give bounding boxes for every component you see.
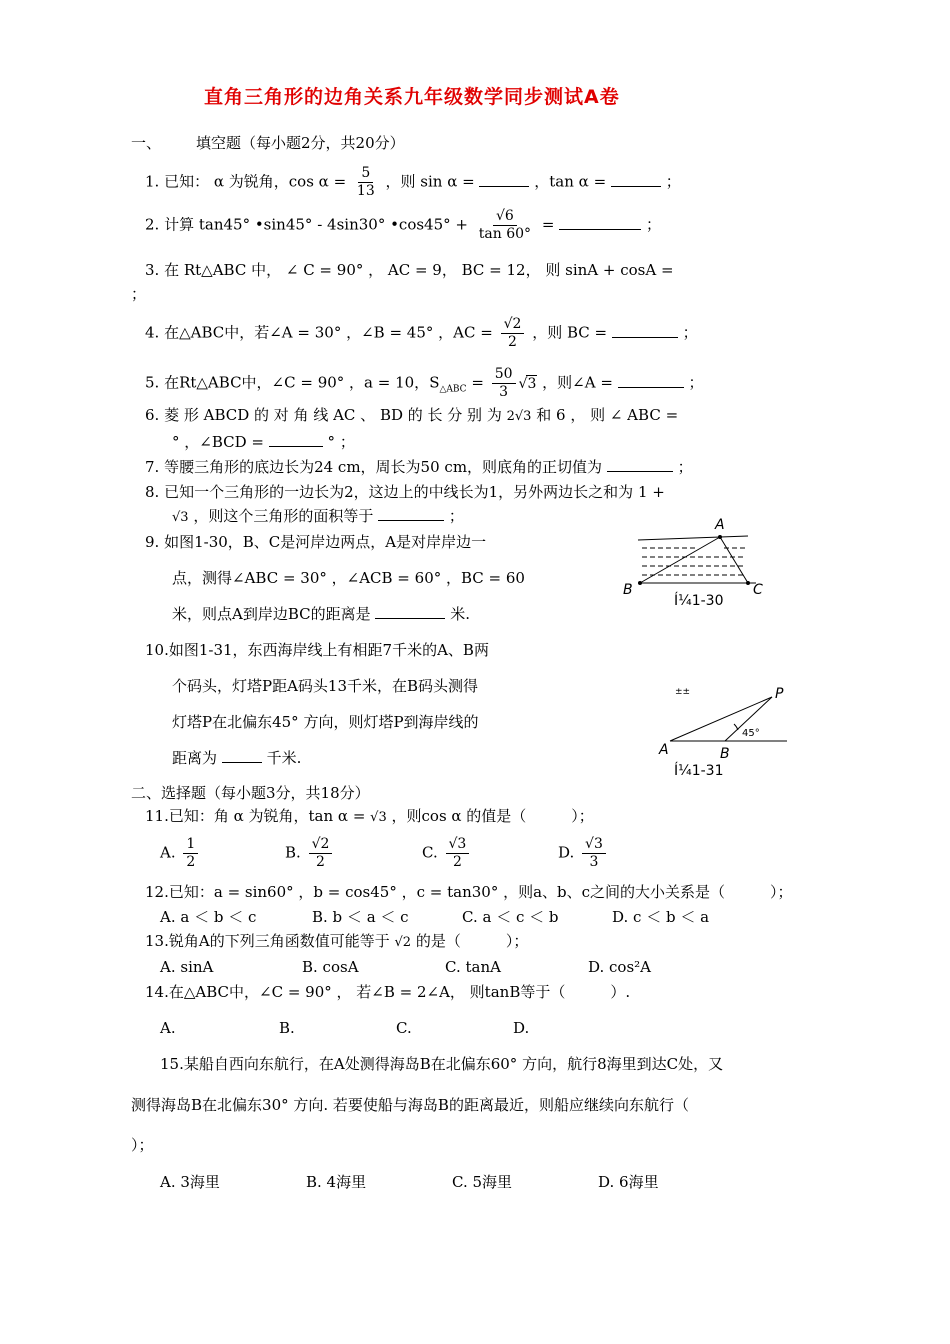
- figure-1-31: [650, 680, 800, 765]
- q9-text-a: 米，则点A到岸边BC的距离是: [172, 605, 371, 623]
- q11-opt-d-fraction: [582, 836, 606, 871]
- q11-option-c[interactable]: [422, 836, 472, 871]
- q12-option-c[interactable]: C. a ＜ c ＜ b: [462, 908, 559, 926]
- question-7: [145, 457, 693, 477]
- question-4: [145, 316, 698, 351]
- q14-option-a[interactable]: A.: [160, 1019, 176, 1037]
- question-11: [145, 806, 594, 828]
- question-15-line1: 15.某船自西向东航行，在A处测得海岛B在北偏东60° 方向，航行8海里到达C处，又: [160, 1055, 724, 1073]
- q14-option-d[interactable]: D.: [513, 1019, 530, 1037]
- q12-option-b[interactable]: B. b ＜ a ＜ c: [312, 908, 409, 926]
- question-14: 14.在△ABC中，∠C = 90° ， 若∠B = 2∠A， 则tanB等于（ ）.: [145, 983, 631, 1001]
- q5-text-d: ；: [688, 373, 704, 392]
- q11-opt-b-den: 2: [316, 854, 325, 870]
- q4-frac-den: 2: [508, 334, 517, 350]
- q13-text-b: 的是（ ）；: [415, 932, 529, 950]
- q10-text-b: 千米.: [266, 749, 302, 767]
- q1-text-b: α 为锐角，cos α =: [213, 172, 347, 191]
- question-8: 8. 已知一个三角形的一边长为2，这边上的中线长为1，另外两边长之和为 1 +: [145, 483, 665, 501]
- q11-option-d[interactable]: [558, 836, 609, 871]
- q10-blank[interactable]: [222, 748, 262, 763]
- q4-text-c: ；: [682, 323, 698, 342]
- q5-text-c: ，则∠A =: [542, 373, 613, 392]
- q2-text-c: ；: [645, 215, 661, 234]
- q15-option-c[interactable]: C. 5海里: [452, 1173, 513, 1191]
- q2-frac-num: √6: [493, 208, 517, 226]
- q11-opt-d-key: D.: [558, 843, 575, 862]
- q6-text-a: 6. 菱 形 ABCD 的 对 角 线 AC 、 BD 的 长 分 别 为: [145, 406, 502, 424]
- q6-blank[interactable]: [269, 432, 323, 447]
- q8-text-b: ，则这个三角形的面积等于: [193, 507, 374, 525]
- q5-frac-num: 50: [492, 366, 516, 384]
- q11-opt-a-key: A.: [160, 843, 176, 862]
- q11-opt-c-key: C.: [422, 843, 438, 862]
- q15-option-a[interactable]: A. 3海里: [160, 1173, 220, 1191]
- q12-option-d[interactable]: D. c ＜ b ＜ a: [612, 908, 710, 926]
- question-12: 12.已知：a = sin60° ，b = cos45° ，c = tan30° ，则a、b、c之间的大小关系是（ ）；: [145, 883, 793, 901]
- q11-opt-c-den: 2: [452, 854, 462, 870]
- q6-text-c: ° ，∠BCD =: [172, 433, 264, 451]
- fig30-caption: Í¼1-30: [674, 593, 724, 609]
- fig31-caption: Í¼1-31: [674, 763, 724, 779]
- q4-text-a: 4. 在△ABC中，若∠A = 30° ，∠B = 45° ，AC =: [145, 323, 493, 342]
- q4-blank[interactable]: [612, 323, 678, 338]
- q5-radicand: 3: [527, 375, 537, 392]
- q7-text-a: 7. 等腰三角形的底边长为24 cm，周长为50 cm，则底角的正切值为: [145, 458, 603, 476]
- q14-option-c[interactable]: C.: [396, 1019, 412, 1037]
- question-6: [145, 405, 678, 427]
- q13-option-a[interactable]: A. sinA: [160, 958, 214, 976]
- question-10-line3: 灯塔P在北偏东45° 方向，则灯塔P到海岸线的: [172, 713, 479, 731]
- fig31-label-a: A: [659, 742, 669, 758]
- q5-text-b: =: [471, 373, 484, 392]
- section2-label: 二、选择题（每小题3分，共18分）: [131, 784, 370, 802]
- question-10-line4: [172, 748, 301, 768]
- q6-text-d: ° ；: [327, 433, 355, 451]
- q14-option-b[interactable]: B.: [279, 1019, 295, 1037]
- q1-fraction: [354, 165, 378, 200]
- question-9-line3: [172, 604, 470, 624]
- q11-opt-d-num: √3: [582, 836, 606, 854]
- q5-fraction: [492, 366, 516, 401]
- q11-text-b: ，则cos α 的值是（ ）；: [391, 807, 594, 825]
- section1-number: 一、: [131, 134, 162, 152]
- q13-option-b[interactable]: B. cosA: [302, 958, 359, 976]
- question-6-line2: [172, 432, 355, 452]
- fig30-label-a: A: [715, 517, 725, 533]
- q15-option-b[interactable]: B. 4海里: [306, 1173, 367, 1191]
- q6-text-b: 和 6 ， 则 ∠ ABC =: [536, 406, 679, 424]
- q11-opt-a-num: 1: [183, 836, 198, 854]
- question-5: [145, 366, 703, 401]
- q3-blank-end: ；: [131, 285, 147, 303]
- q10-text-a: 距离为: [172, 749, 218, 767]
- question-2: [145, 208, 661, 243]
- q13-option-d[interactable]: D. cos²A: [588, 958, 652, 976]
- fig31-north-label: ±±: [675, 687, 691, 697]
- q13-text-a: 13.锐角A的下列三角函数值可能等于: [145, 932, 390, 950]
- q11-opt-b-key: B.: [285, 843, 301, 862]
- fig31-label-p: P: [775, 686, 784, 702]
- q13-option-c[interactable]: C. tanA: [445, 958, 501, 976]
- q1-frac-num: 5: [358, 165, 373, 183]
- fig30-label-c: C: [753, 582, 763, 598]
- q8-radical: √3: [172, 510, 189, 525]
- q4-frac-num: √2: [501, 316, 525, 334]
- q1-frac-den: 13: [356, 183, 375, 199]
- q11-radical: √3: [370, 810, 387, 825]
- question-13: [145, 931, 528, 953]
- q2-text-b: =: [541, 215, 555, 234]
- q5-text-a: 5. 在Rt△ABC中，∠C = 90° ，a = 10，S: [145, 373, 440, 392]
- question-3: 3. 在 Rt△ABC 中， ∠ C = 90° ， AC = 9， BC = 12， 则 sinA + cosA =: [145, 261, 674, 279]
- q11-option-b[interactable]: [285, 836, 335, 871]
- q9-blank[interactable]: [375, 604, 445, 619]
- q15-option-d[interactable]: D. 6海里: [598, 1173, 659, 1191]
- q2-blank[interactable]: [559, 215, 641, 230]
- section1-label: 填空题（每小题2分，共20分）: [196, 134, 405, 152]
- fig31-angle-label: 45°: [742, 728, 760, 739]
- q1-blank-sin[interactable]: [479, 172, 529, 187]
- q2-text-a: 2. 计算 tan45° •sin45° - 4sin30° •cos45° +: [145, 215, 468, 234]
- q5-frac-den: 3: [499, 384, 509, 400]
- q1-blank-tan[interactable]: [611, 172, 661, 187]
- q7-blank[interactable]: [607, 457, 673, 472]
- q11-opt-b-fraction: [309, 836, 333, 871]
- q11-opt-c-num: √3: [446, 836, 470, 854]
- q1-text-d: ，tan α =: [534, 172, 607, 191]
- question-15-line2: 测得海岛B在北偏东30° 方向. 若要使船与海岛B的距离最近，则船应继续向东航行（: [131, 1096, 689, 1114]
- q5-blank[interactable]: [618, 373, 684, 388]
- q1-text-e: ；: [665, 172, 681, 191]
- q8-text-c: ；: [448, 507, 464, 525]
- q2-fraction: [476, 208, 534, 243]
- q12-option-a[interactable]: A. a ＜ b ＜ c: [160, 908, 257, 926]
- q8-blank[interactable]: [378, 506, 444, 521]
- fig31-label-b: B: [720, 746, 730, 762]
- question-9-line2: 点，测得∠ABC = 30° ，∠ACB = 60° ，BC = 60: [172, 569, 525, 587]
- q11-opt-b-num: √2: [309, 836, 333, 854]
- page-title: 直角三角形的边角关系九年级数学同步测试A卷: [204, 86, 620, 108]
- question-10-line2: 个码头，灯塔P距A码头13千米，在B码头测得: [172, 677, 479, 695]
- q4-fraction: [501, 316, 525, 351]
- q9-text-b: 米.: [450, 605, 470, 623]
- q11-opt-c-fraction: [446, 836, 470, 871]
- q11-option-a[interactable]: [160, 836, 201, 871]
- q13-radical: √2: [394, 935, 412, 950]
- q7-text-b: ；: [677, 458, 693, 476]
- question-8-line2: [172, 506, 464, 528]
- q5-sqrt: √3: [518, 375, 537, 392]
- question-15-line3: ）；: [131, 1136, 154, 1154]
- q11-opt-a-den: 2: [186, 854, 196, 870]
- q1-text-a: 1. 已知：: [145, 172, 210, 191]
- q6-radical: 2√3: [506, 409, 532, 424]
- q11-text-a: 11.已知：角 α 为锐角，tan α =: [145, 807, 366, 825]
- q11-opt-a-fraction: [183, 836, 198, 871]
- question-10-line1: 10.如图1-31，东西海岸线上有相距7千米的A、B两: [145, 641, 489, 659]
- q11-opt-d-den: 3: [589, 854, 599, 870]
- fig30-label-b: B: [623, 582, 633, 598]
- q2-frac-den: tan 60°: [478, 226, 532, 242]
- q4-text-b: ，则 BC =: [532, 323, 608, 342]
- q1-text-c: ，则 sin α =: [385, 172, 475, 191]
- question-1: [145, 165, 681, 200]
- question-9-line1: 9. 如图1-30，B、C是河岸边两点，A是对岸岸边一: [145, 533, 487, 551]
- q5-subscript: △ABC: [439, 384, 467, 395]
